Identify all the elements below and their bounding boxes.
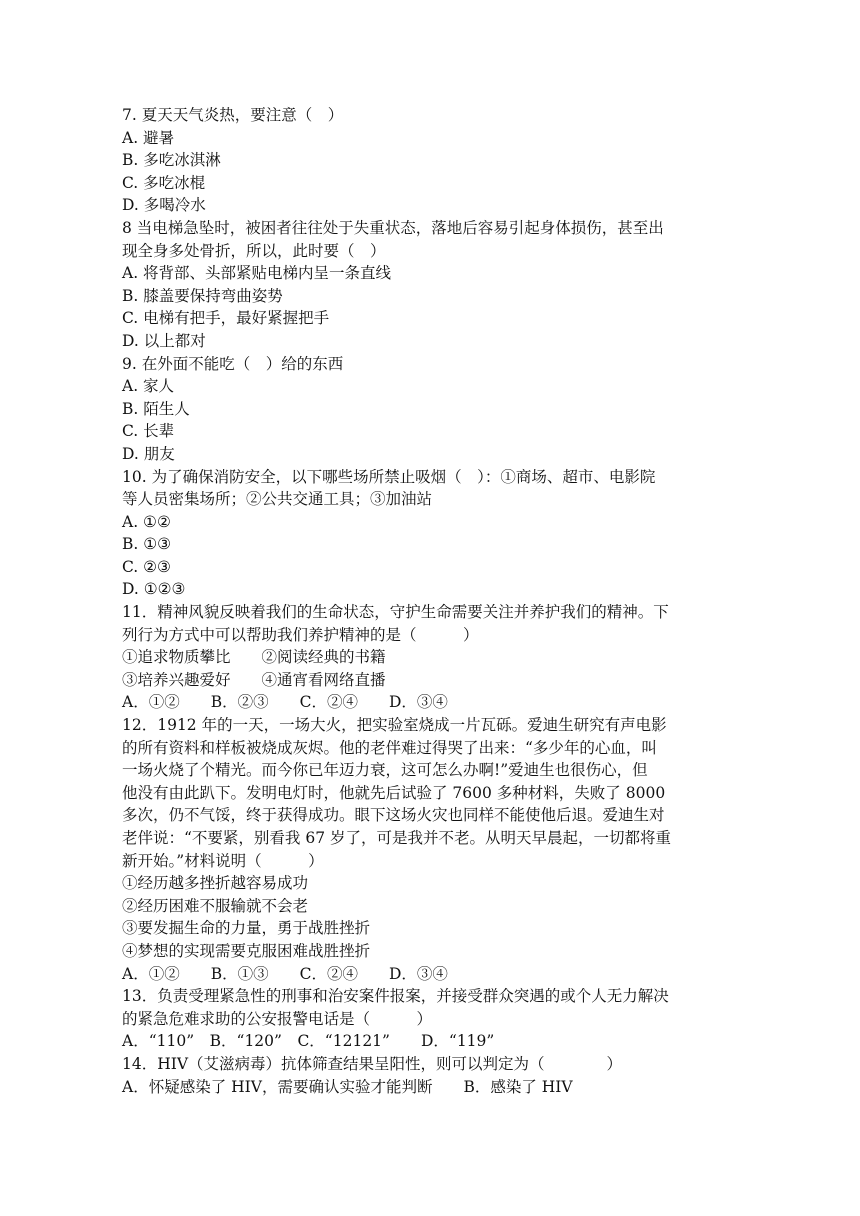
question-stem-line: ④梦想的实现需要克服困难战胜挫折 <box>122 941 371 960</box>
question-stem-line: 10. 为了确保消防安全，以下哪些场所禁止吸烟（ ）：①商场、超市、电影院 <box>122 467 656 486</box>
answer-option: A. 避暑 <box>122 128 175 147</box>
question-block <box>122 466 742 602</box>
answer-option: B. 陌生人 <box>122 399 190 418</box>
question-stem-line: 的所有资料和样板被烧成灰烬。他的老伴难过得哭了出来：“多少年的心血，叫 <box>122 738 657 757</box>
answer-option: C. 长辈 <box>122 422 175 441</box>
question-stem-line: 13．负责受理紧急性的刑事和治安案件报案，并接受群众突遇的或个人无力解决 <box>122 987 669 1006</box>
question-block <box>122 985 742 1053</box>
question-stem-line: 新开始。”材料说明（ ） <box>122 851 324 870</box>
answer-option: B. ①③ <box>122 535 172 554</box>
question-stem-line: ③要发掘生命的力量，勇于战胜挫折 <box>122 919 371 938</box>
answer-option: D. 朋友 <box>122 444 175 463</box>
question-stem-line: 多次，仍不气馁，终于获得成功。眼下这场火灾也同样不能使他后退。爱迪生对 <box>122 806 665 825</box>
question-stem-line: 12．1912 年的一天，一场大火，把实验室烧成一片瓦砾。爱迪生研究有声电影 <box>122 716 667 735</box>
question-block <box>122 601 742 714</box>
answer-option: D. 以上都对 <box>122 331 206 350</box>
question-stem-line: 8 当电梯急坠时，被困者往往处于失重状态，落地后容易引起身体损伤，甚至出 <box>122 218 664 237</box>
answer-option: A. ①② <box>122 512 171 531</box>
question-stem-line: 他没有由此趴下。发明电灯时，他就先后试验了 7600 多种材料，失败了 8000 <box>122 783 666 802</box>
question-block <box>122 104 742 217</box>
question-stem-line: 列行为方式中可以帮助我们养护精神的是（ ） <box>122 625 479 644</box>
question-stem-line: 现全身多处骨折，所以，此时要（ ） <box>122 241 386 260</box>
question-list <box>122 104 742 1098</box>
answer-option: D. 多喝冷水 <box>122 196 206 215</box>
question-stem-line: 等人员密集场所；②公共交通工具；③加油站 <box>122 490 433 509</box>
question-block <box>122 353 742 466</box>
answer-option: C. 电梯有把手，最好紧握把手 <box>122 309 330 328</box>
answer-option: A．“110” B．“120” C．“12121” D．“119” <box>122 1032 495 1051</box>
question-stem-line: 11．精神风貌反映着我们的生命状态，守护生命需要关注并养护我们的精神。下 <box>122 603 669 622</box>
question-stem-line: 一场火烧了个精光。而今你已年迈力衰，这可怎么办啊!”爱迪生也很伤心，但 <box>122 761 648 780</box>
question-stem-line: 7. 夏天天气炎热，要注意（ ） <box>122 106 344 124</box>
question-stem-line: 14．HIV（艾滋病毒）抗体筛查结果呈阳性，则可以判定为（ ） <box>122 1054 623 1073</box>
question-stem-line: ①经历越多挫折越容易成功 <box>122 874 309 893</box>
question-stem-line: 的紧急危难求助的公安报警电话是（ ） <box>122 1009 433 1028</box>
question-stem-line: 9. 在外面不能吃（ ）给的东西 <box>122 354 344 373</box>
question-stem-line: 老伴说：“不要紧，别看我 67 岁了，可是我并不老。从明天早晨起，一切都将重 <box>122 829 672 847</box>
answer-option: C. ②③ <box>122 557 171 576</box>
answer-option: A．怀疑感染了 HIV，需要确认实验才能判断 B．感染了 HIV <box>122 1077 573 1096</box>
question-block <box>122 217 742 353</box>
question-stem-line: ①追求物质攀比 ②阅读经典的书籍 <box>122 648 386 667</box>
answer-option: B. 膝盖要保持弯曲姿势 <box>122 286 283 305</box>
question-stem-line: ③培养兴趣爱好 ④通宵看网络直播 <box>122 670 386 689</box>
answer-option: B. 多吃冰淇淋 <box>122 151 221 170</box>
question-stem-line: ②经历困难不服输就不会老 <box>122 896 309 915</box>
answer-option: A. 家人 <box>122 377 175 396</box>
answer-option: C. 多吃冰棍 <box>122 173 206 192</box>
answer-option: A．①② B．②③ C．②④ D．③④ <box>122 693 448 712</box>
answer-option: A．①② B．①③ C．②④ D．③④ <box>122 964 448 983</box>
answer-option: D. ①②③ <box>122 580 186 599</box>
question-block <box>122 714 742 985</box>
question-block <box>122 1053 742 1098</box>
answer-option: A. 将背部、头部紧贴电梯内呈一条直线 <box>122 264 392 283</box>
